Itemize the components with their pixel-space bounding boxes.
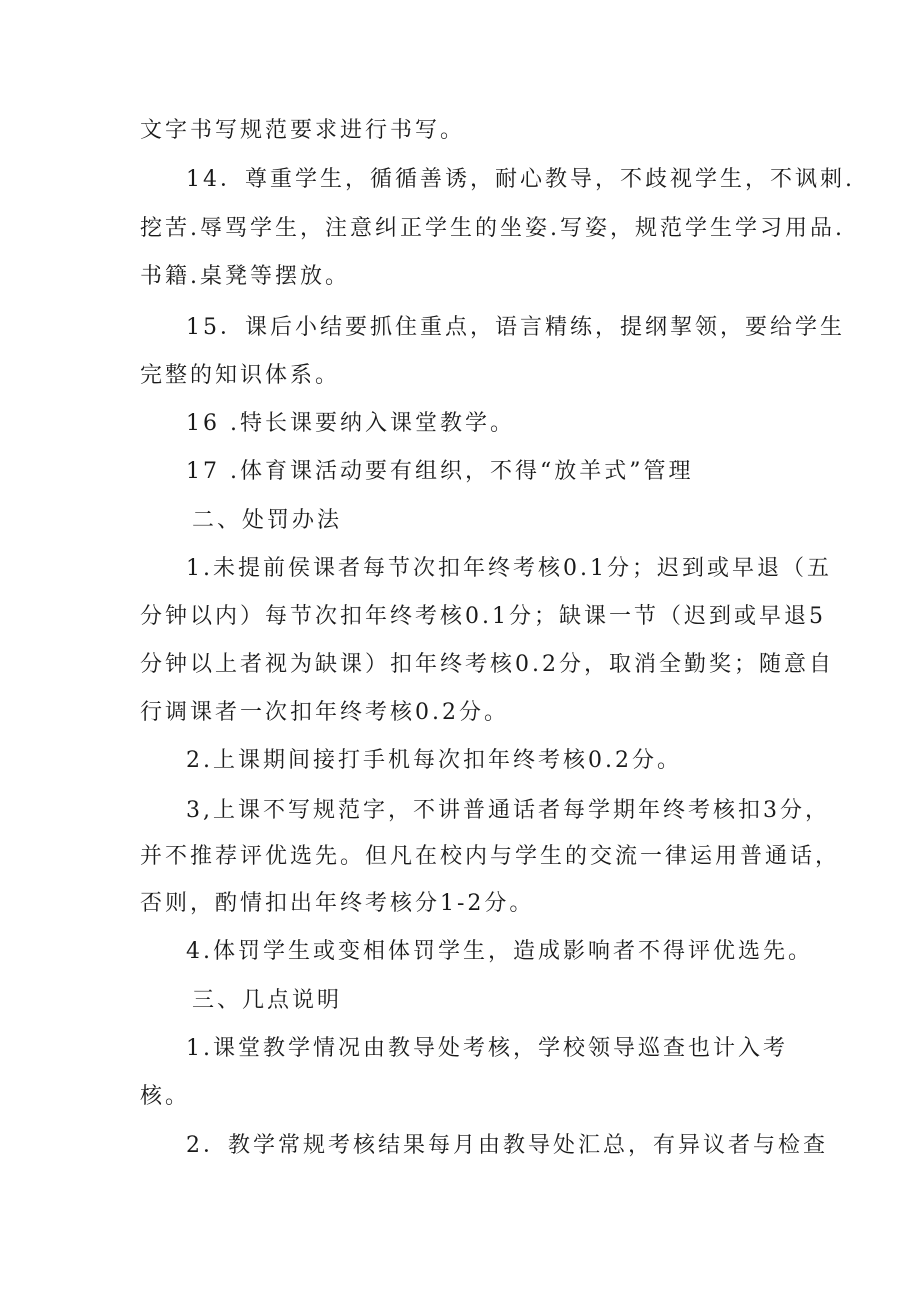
paragraph-line: 书籍.桌凳等摆放。	[140, 264, 350, 289]
paragraph-line: 核。	[140, 1084, 191, 1109]
paragraph-line: 并不推荐评优选先。但凡在校内与学生的交流一律运用普通话，	[140, 844, 841, 869]
paragraph-line: 4.体罚学生或变相体罚学生，造成影响者不得评优选先。	[186, 939, 813, 964]
paragraph-line: 17 .体育课活动要有组织，不得“放羊式”管理	[186, 459, 694, 484]
paragraph-line: 2．教学常规考核结果每月由教导处汇总，有异议者与检查	[186, 1133, 828, 1158]
paragraph-line: 完整的知识体系。	[140, 363, 341, 388]
paragraph-line: 否则，酌情扣出年终考核分1-2分。	[140, 891, 535, 916]
paragraph-line: 1.课堂教学情况由教导处考核，学校领导巡查也计入考	[186, 1036, 788, 1061]
paragraph-line: 行调课者一次扣年终考核0.2分。	[140, 700, 509, 725]
section-heading: 三、几点说明	[192, 988, 343, 1013]
paragraph-line: 16 .特长课要纳入课堂教学。	[186, 411, 515, 436]
paragraph-line: 3,上课不写规范字，不讲普通话者每学期年终考核扣3分，	[186, 798, 830, 823]
paragraph-line: 15．课后小结要抓住重点，语言精练，提纲挈领，要给学生	[186, 315, 845, 340]
paragraph-line: 挖苦.辱骂学生，注意纠正学生的坐姿.写姿，规范学生学习用品.	[140, 216, 845, 241]
paragraph-line: 分钟以内）每节次扣年终考核0.1分；缺课一节（迟到或早退5	[140, 604, 826, 629]
section-heading: 二、处罚办法	[192, 508, 343, 533]
paragraph-line: 1.未提前侯课者每节次扣年终考核0.1分；迟到或早退（五	[186, 556, 832, 581]
paragraph-line: 14．尊重学生，循循善诱，耐心教导，不歧视学生，不讽刺.	[186, 167, 855, 192]
paragraph-line: 文字书写规范要求进行书写。	[140, 118, 466, 143]
paragraph-line: 分钟以上者视为缺课）扣年终考核0.2分，取消全勤奖；随意自	[140, 652, 834, 677]
paragraph-line: 2.上课期间接打手机每次扣年终考核0.2分。	[186, 748, 682, 773]
